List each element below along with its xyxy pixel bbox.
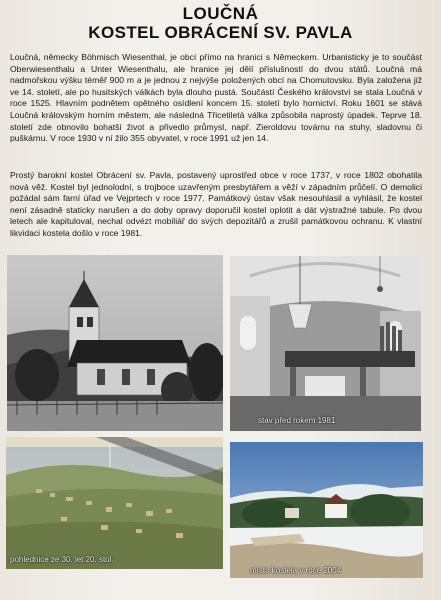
header [0,4,441,42]
page-title: LOUČNÁ [182,4,259,23]
history-paragraph: Loučná, německy Böhmisch Wiesenthal, je obcí přímo na hranici s Německem. Urbanisticky je to součást Oberwiesenthalu a Unter Wiesenthalu, ale hranice jej dělí příslušností do dvou států. Loučná má nadmořskou výšku téměř 900 m a je jednou z nejvýše položených obcí na Chomutovsku. Byla založena již ve 14. století, ale po husitských válkách byla dlouho pustá. Součástí Českého království se stala Loučná v roce 1525. Hlavním podnětem opětného osídlení koncem 15. století bylo hornictví. Roku 1601 se stává Loučná královským horním městem, ale následná Třicetiletá válka způsobila naprostý úpadek. Teprve 18. století zde obnovilo bohatší život a přivedlo průmysl, např. Zieroldovu továrnu na stuhy, sladovnu či puškárnu. V roce 1930 v ní žilo 355 obyvatel, v roce 1991 už jen 14. [10,52,422,144]
church-exterior-photo [7,255,223,431]
site-2004-photo [230,442,423,578]
interior-caption: stav před rokem 1981 [258,416,336,425]
church-paragraph: Prostý barokní kostel Obrácení sv. Pavla, postavený uprostřed obce v roce 1737, v roce 1802 obohatila nová věž. Kostel byl jednolodní, s trojboce uzavřeným presbytářem a věží v západním průčelí. O demolici požádal sám farní úřad ve Vejprtech v roce 1977. Památkový ústav však nesouhlasil a vyhlásil, že kostel není zásadně staticky narušen a do doby opravy doporučil kostel oplotit a dát výstražné tabule. Po dvou letech ale kapituloval, nechal odvézt mobiliář do svých depozitářů a zrušil památkovou ochranu. K vlastní likvidaci kostela došlo v roce 1981. [10,170,422,238]
postcard-photo [6,437,223,569]
postcard-caption: pohlednice ze 30. let 20. stol. [10,555,114,564]
church-interior-photo [230,256,421,431]
page-subtitle: KOSTEL OBRÁCENÍ SV. PAVLA [88,23,353,42]
site-caption: místo kostela v roce 2004 [250,566,342,575]
